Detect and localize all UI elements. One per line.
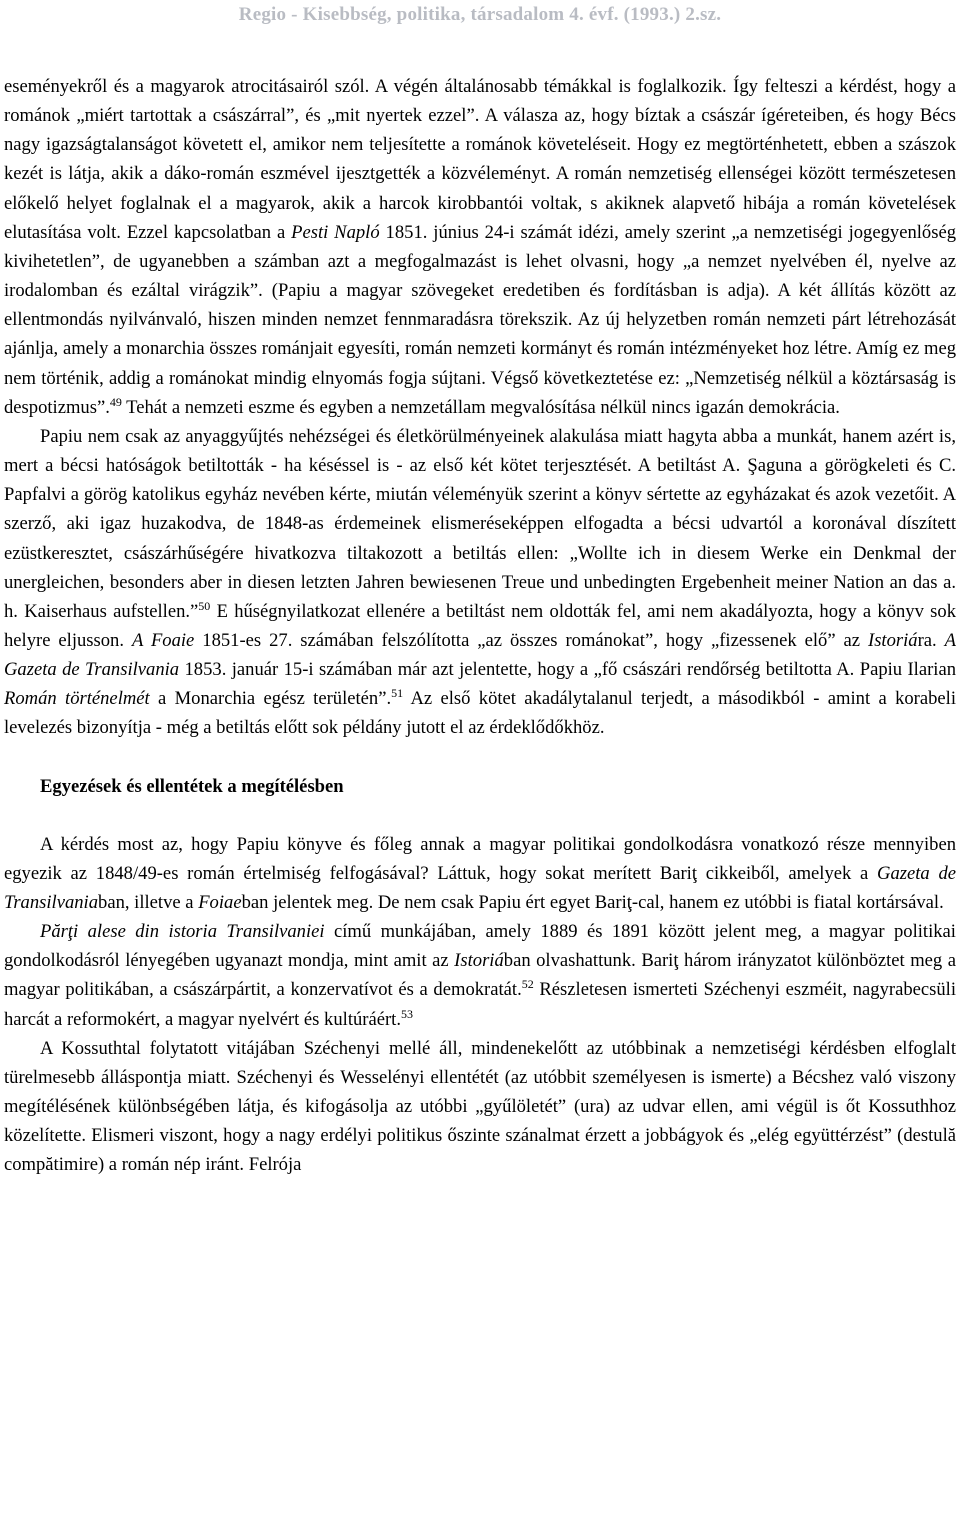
document-body: [4, 72, 956, 1179]
text-run: A kérdés most az, hogy Papiu könyve és főleg annak a magyar politikai gondolkodásra vonatkozó része mennyiben egyezik az 1848/49-es román értelmiség felfogásával? Láttuk, hogy sokat merített Bariţ cikkeiből, amelyek a: [4, 833, 956, 884]
footnote-ref: 51: [391, 686, 404, 701]
footnote-ref: 49: [109, 394, 122, 409]
paragraph-p4: [4, 917, 956, 1034]
italic-title: Părţi alese din istoria Transilvaniei: [40, 921, 325, 943]
section-heading: [4, 772, 956, 801]
italic-title: Gazeta de Transilvania: [4, 862, 956, 913]
paragraph-p3: [4, 830, 956, 917]
text-run: a Monarchia egész területén”.: [149, 688, 392, 710]
italic-title: Román történelmét: [4, 688, 150, 710]
text-run: ra.: [917, 629, 945, 651]
footnote-ref: 52: [521, 977, 534, 992]
italic-title: A Foaie: [131, 629, 195, 651]
text-run: Részletesen ismerteti Széchenyi eszméit, nagyrabecsüli harcát a reformokért, a magyar nyelvért és kultúráért.: [4, 979, 957, 1030]
italic-title: Istoriá: [868, 629, 918, 651]
text-run: A Kossuthtal folytatott vitájában Széchenyi mellé áll, mindenekelőtt az utóbbinak a nemzetiségi kérdésben elfoglalt türelmesebb álláspontja miatt. Széchenyi és Wesselényi ellentétét (az utóbbit személyesen is ismerte) a Bécshez való viszony megítélésének különbségében látja, és kifogásolja az utóbbi „gyűlöletét” (ura) az udvar ellen, ami végül is őt Kossuthhoz közelítette. Elismeri viszont, hogy a nagy erdélyi politikus őszinte szánalmat érzett a jobbágyok és „elég együttérzést” (destulă compătimire) a román nép iránt. Felrója: [4, 1037, 956, 1176]
heading-gap: [4, 801, 956, 830]
italic-title: Pesti Napló: [291, 221, 380, 243]
text-run: ban jelentek meg. De nem csak Papiu ért egyet Bariţ-cal, hanem ez utóbbi is fiatal kortársával.: [241, 891, 944, 913]
footnote-ref: 50: [198, 598, 211, 613]
text-run: E hűségnyilatkozat ellenére a betiltást nem oldották fel, ami nem akadályozta, hogy a könyv sok helyre eljusson.: [4, 600, 957, 651]
text-run: Az első kötet akadálytalanul terjedt, a másodikból - amint a korabeli levelezés bizonyítja - még a betiltás előtt sok példány jutott el az érdeklődőkhöz.: [4, 688, 956, 739]
heading-gap: [4, 743, 956, 772]
italic-title: A Gazeta de Transilvania: [4, 629, 956, 681]
text-run: Egyezések és ellentétek a megítélésben: [40, 775, 344, 797]
paragraph-p5: [4, 1034, 956, 1180]
paragraph-p1: [4, 72, 956, 422]
paragraph-p2: [4, 422, 956, 743]
text-run: 1851-es 27. számában felszólította „az összes románokat”, hogy „fizessenek elő” az: [194, 629, 868, 651]
text-run: 1853. január 15-i számában már azt jelentette, hogy a „fő császári rendőrség betiltotta A. Papiu Ilarian: [179, 659, 957, 681]
footnote-ref: 53: [401, 1006, 413, 1021]
text-run: 1851. június 24-i számát idézi, amely szerint „a nemzetiségi jogegyenlőség kivihetetlen”, de ugyanebben a számban azt a megfogalmazást is lehet olvasni, hogy „a nemzet nyelvében él, nyelve az irodalomban és ezáltal virágzik”. (Papiu a magyar szövegeket eredetiben és fordításban is adja). A két állítás között az ellentmondás nyilvánvaló, hiszen minden nemzet fennmaradásra törekszik. Az új helyzetben román nemzeti párt létrehozását ajánlja, amely a monarchia összes románjait egyesíti, román nemzeti kormányt és román intézményeket hoz létre. Amíg ez meg nem történik, addig a románokat mindig elnyomás fogja sújtani. Végső következtetése ez: „Nemzetiség nélkül a köztársaság is despotizmus”.: [4, 221, 956, 418]
text-run: Papiu nem csak az anyaggyűjtés nehézségei és életkörülményeinek alakulása miatt hagyta abba a munkát, hanem azért is, mert a bécsi hatóságok betiltották - ha késéssel is - az első két kötet terjesztését. A betiltást A. Şaguna a görögkeleti és C. Papfalvi a görög katolikus egyház nevében kérte, miután véleményük szerint a könyv sértette az egyházakat és azok vezetőit. A szerző, aki igaz huzakodva, de 1848-as érdemeinek elismeréseképpen elfogadta a bécsi udvartól a koronával díszített ezüstkeresztet, császárhűségére hivatkozva tiltakozott a betiltás ellen: „Wollte ich in diesem Werke ein Denkmal der unergleichen, besonders aber in diesen letzten Jahren bewiesenen Treue und unbedingten Ergebenheit meiner Nation an das a. h. Kaiserhaus aufstellen.”: [4, 425, 956, 622]
text-run: című munkájában, amely 1889 és 1891 között jelent meg, a magyar politikai gondolkodásról lényegében ugyanazt mondja, mint amit az: [4, 921, 956, 972]
italic-title: Foiae: [198, 891, 242, 913]
text-run: Tehát a nemzeti eszme és egyben a nemzetállam megvalósítása nélkül nincs igazán demokrácia.: [121, 396, 840, 418]
running-header: Regio - Kisebbség, politika, társadalom 4. évf. (1993.) 2.sz.: [238, 4, 722, 25]
text-run: eseményekről és a magyarok atrocitásairól szól. A végén általánosabb témákkal is foglalkozik. Így felteszi a kérdést, hogy a románok „miért tartottak a császárral”, és „mit nyertek ezzel”. A válasza az, hogy bíztak a császár ígéreteiben, és hogy Bécs nagy igazságtalanságot követett el, amikor nem teljesítette a románok követeléseit. Hogy ez megtörténhetett, ebben a szászok kezét is látja, akik a dáko-román eszmével ijesztgették a közvéleményt. A román nemzetiség ellenségei között természetesen előkelő helyet foglalnak el a magyarok, akik a harcok kirobbantói voltak, s akiknek alapvető hibája a román követelések elutasítása volt. Ezzel kapcsolatban a: [4, 76, 956, 243]
italic-title: Istoriá: [454, 950, 504, 972]
text-run: ban, illetve a: [98, 891, 199, 913]
text-run: ban olvashattunk. Bariţ három irányzatot különböztet meg a magyar politikában, a császárpártit, a konzervatívot és a demokratát.: [4, 950, 956, 1001]
